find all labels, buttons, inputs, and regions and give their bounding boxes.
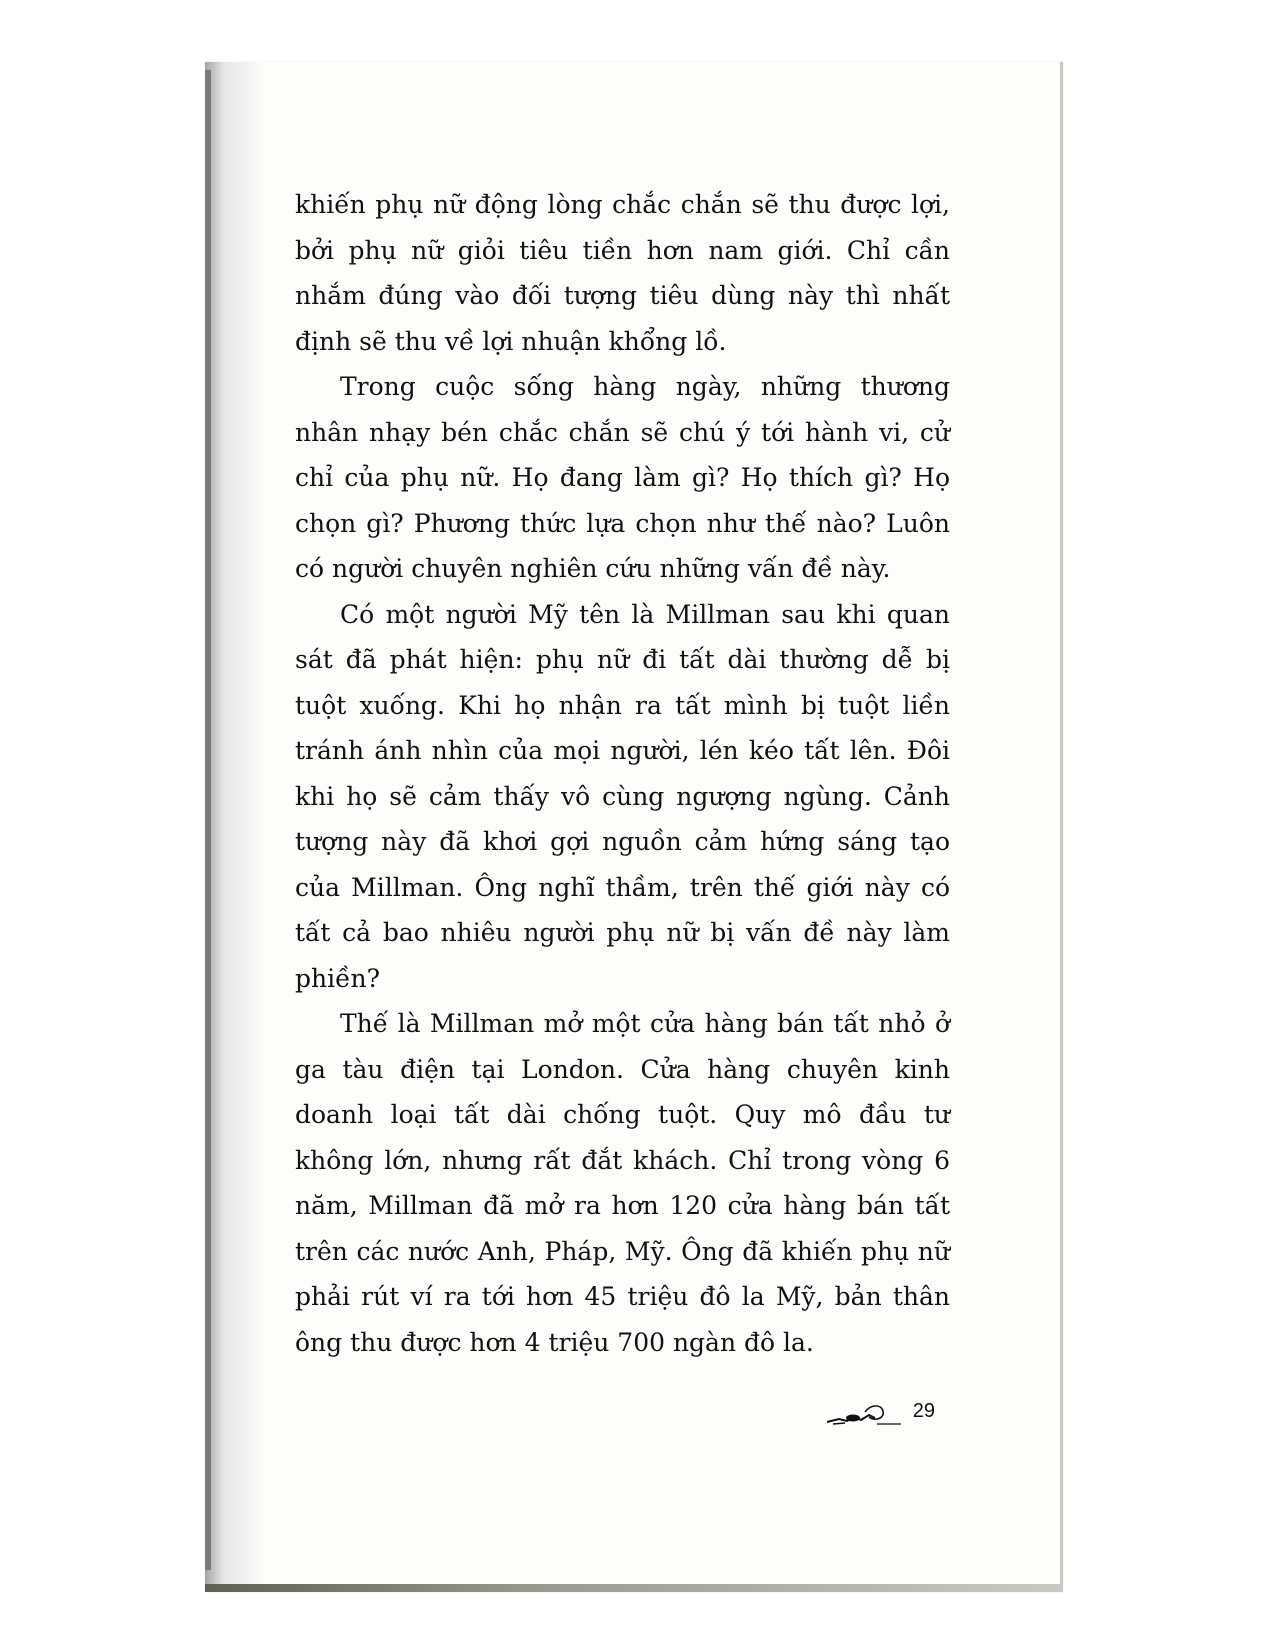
paragraph: Trong cuộc sống hàng ngày, những thương nhân nhạy bén chắc chắn sẽ chú ý tới hành vi, cử chỉ của phụ nữ. Họ đang làm gì? Họ thích gì? Họ chọn gì? Phương thức lựa chọn như thế nào? Luôn có người chuyên nghiên cứu những vấn đề này. <box>295 372 950 583</box>
running-figure-icon <box>825 1402 905 1428</box>
page-number: 29 <box>912 1400 935 1422</box>
spine-shadow <box>205 62 265 1592</box>
book-page <box>205 62 1063 1592</box>
body-text <box>295 182 950 1365</box>
page-bottom-edge <box>205 1584 1063 1592</box>
page-footer <box>825 1400 935 1430</box>
paragraph: Có một người Mỹ tên là Millman sau khi quan sát đã phát hiện: phụ nữ đi tất dài thường dễ bị tuột xuống. Khi họ nhận ra tất mình bị tuột liền tránh ánh nhìn của mọi người, lén kéo tất lên. Đôi khi họ sẽ cảm thấy vô cùng ngượng ngùng. Cảnh tượng này đã khơi gợi nguồn cảm hứng sáng tạo của Millman. Ông nghĩ thầm, trên thế giới này có tất cả bao nhiêu người phụ nữ bị vấn đề này làm phiền? <box>295 599 950 993</box>
page-right-edge <box>1060 62 1063 1592</box>
paragraph: Thế là Millman mở một cửa hàng bán tất nhỏ ở ga tàu điện tại London. Cửa hàng chuyên kinh doanh loại tất dài chống tuột. Quy mô đầu tư không lớn, nhưng rất đắt khách. Chỉ trong vòng 6 năm, Millman đã mở ra hơn 120 cửa hàng bán tất trên các nước Anh, Pháp, Mỹ. Ông đã khiến phụ nữ phải rút ví ra tới hơn 45 triệu đô la Mỹ, bản thân ông thu được hơn 4 triệu 700 ngàn đô la. <box>295 1009 950 1357</box>
paragraph-continuation: khiến phụ nữ động lòng chắc chắn sẽ thu được lợi, bởi phụ nữ giỏi tiêu tiền hơn nam giới. Chỉ cần nhắm đúng vào đối tượng tiêu dùng này thì nhất định sẽ thu về lợi nhuận khổng lồ. <box>295 190 950 356</box>
spine-edge <box>205 70 211 1570</box>
